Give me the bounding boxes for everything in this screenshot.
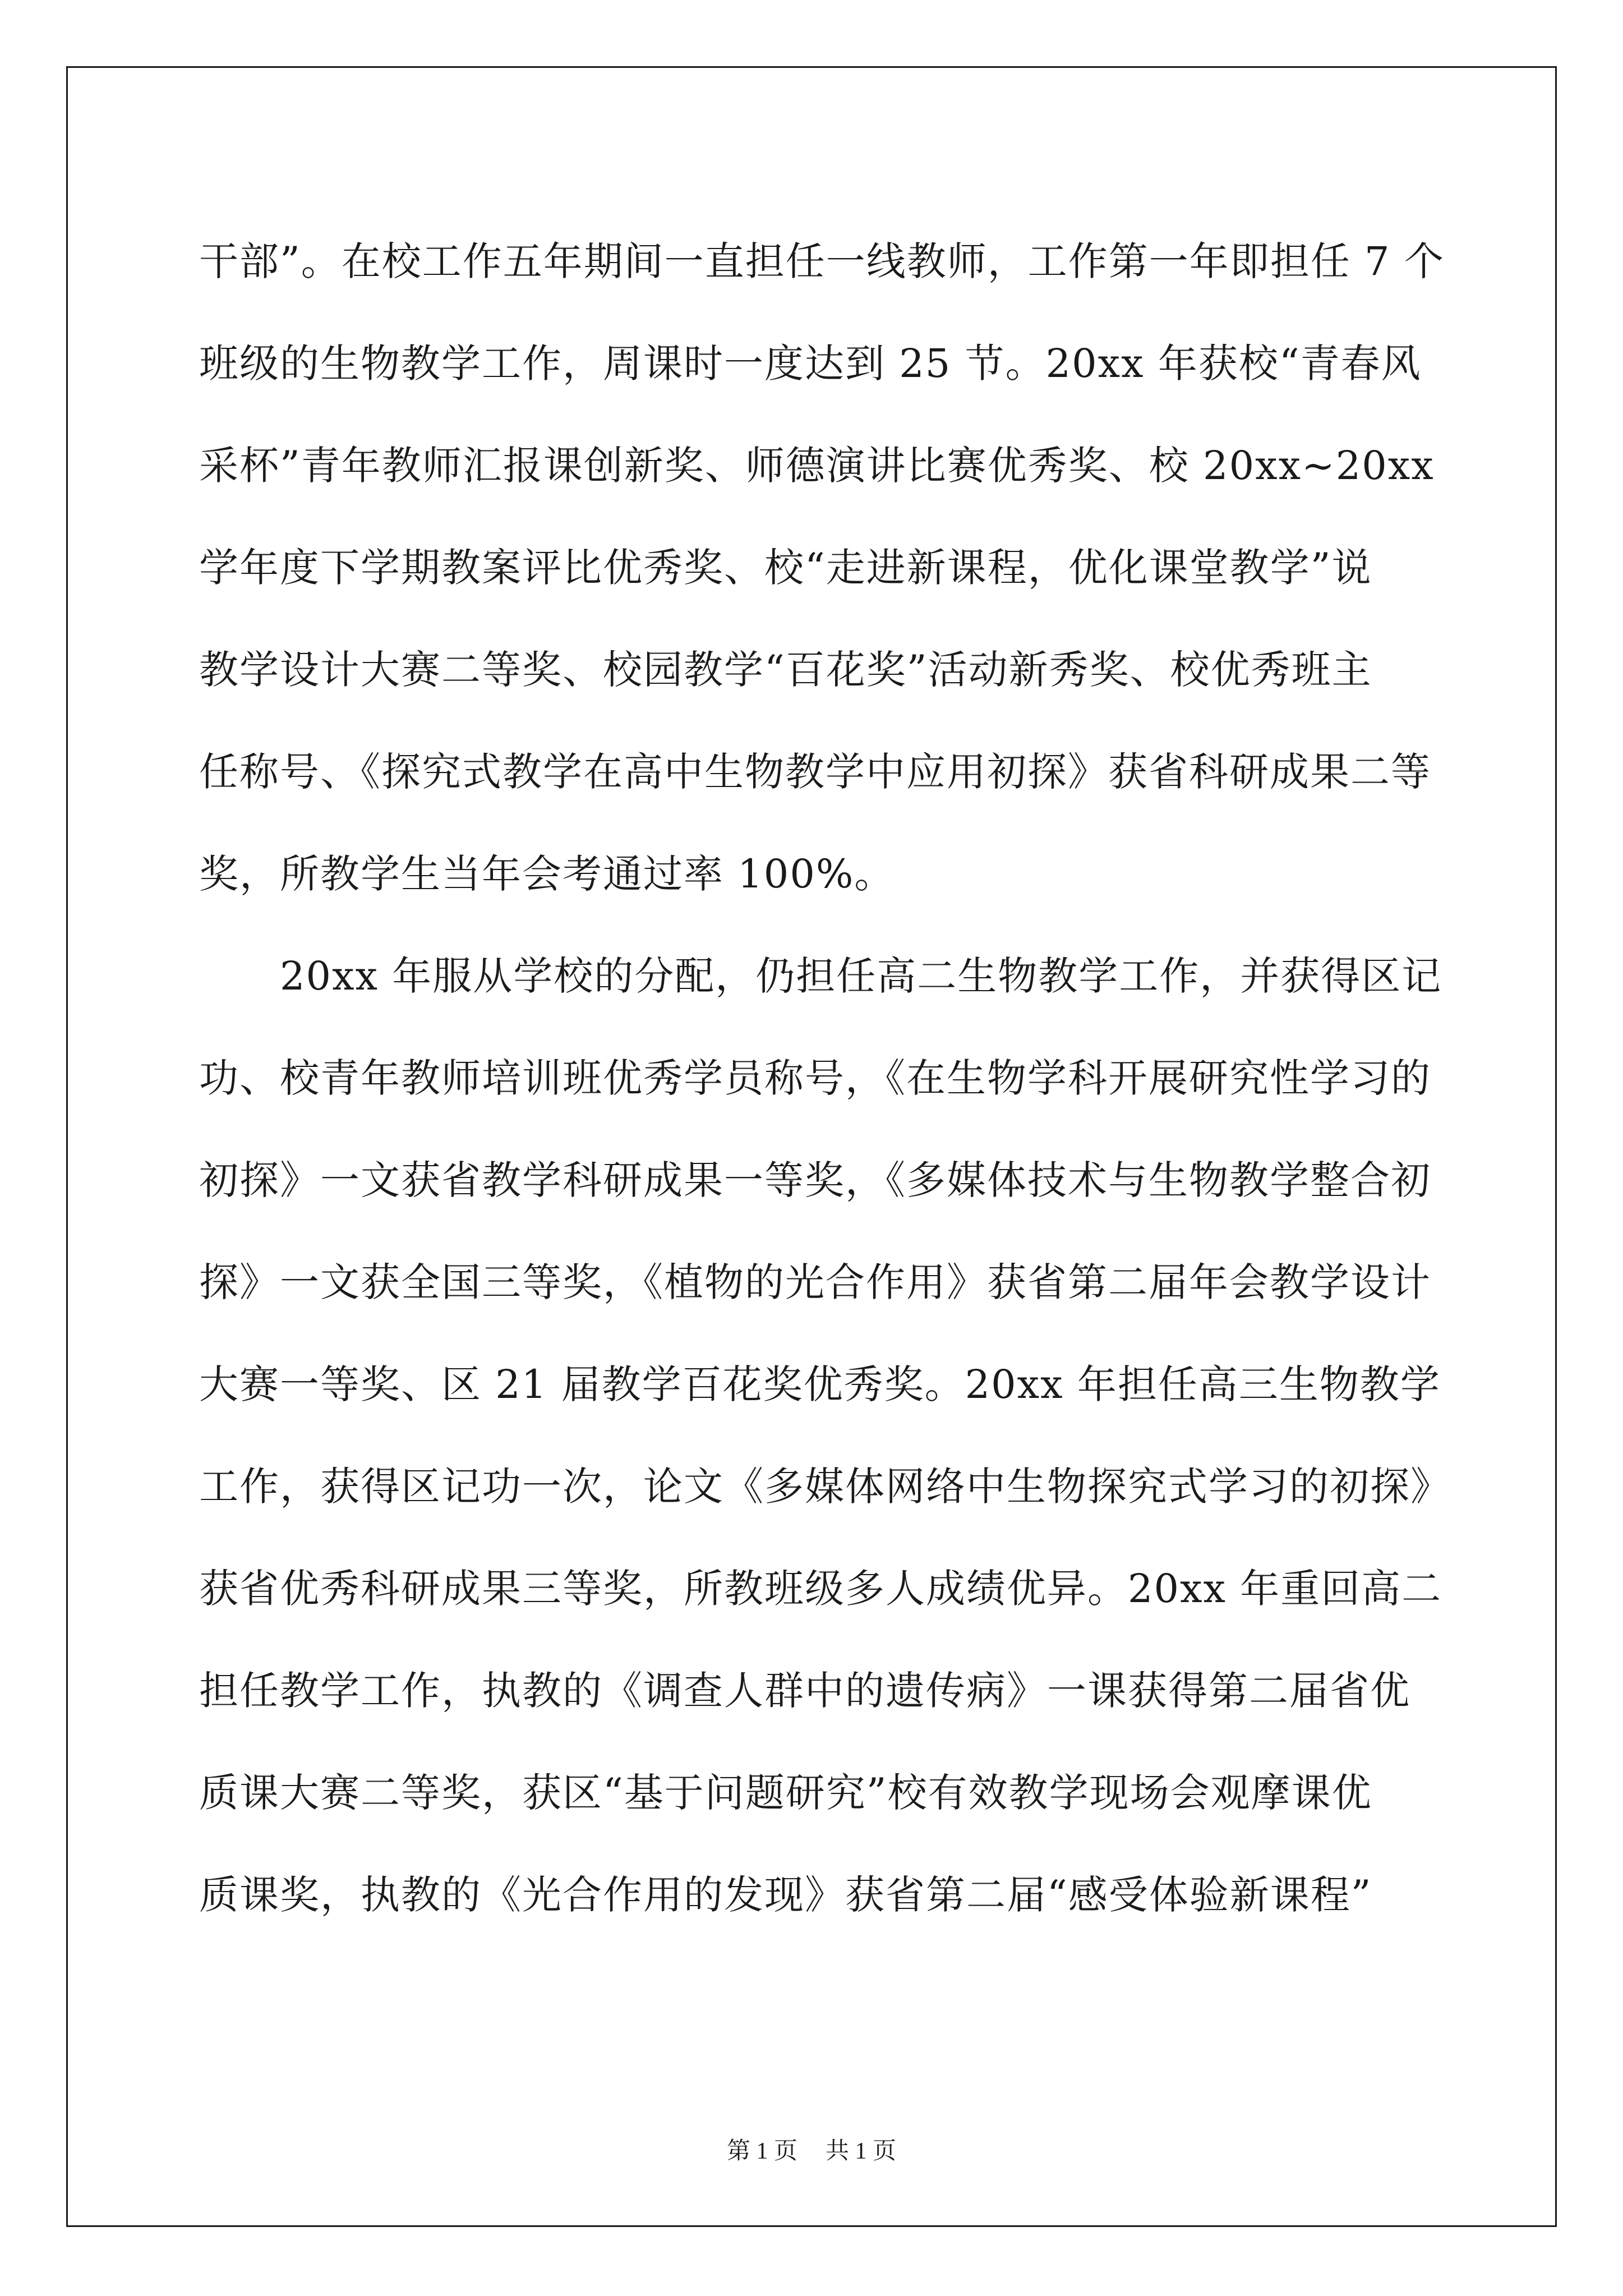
text-line: 质课奖，执教的《光合作用的发现》获省第二届“感受体验新课程”	[199, 1872, 1372, 1918]
text-line: 教学设计大赛二等奖、校园教学“百花奖”活动新秀奖、校优秀班主	[199, 647, 1372, 693]
text-line: 功、校青年教师培训班优秀学员称号，《在生物学科开展研究性学习的	[199, 1055, 1431, 1101]
text-line: 班级的生物教学工作，周课时一度达到 25 节。20xx 年获校“青春风	[199, 341, 1422, 386]
text-line: 干部”。在校工作五年期间一直担任一线教师，工作第一年即担任 7 个	[199, 238, 1445, 284]
page-total: 共 1 页	[826, 2138, 897, 2164]
text-line: 初探》一文获省教学科研成果一等奖，《多媒体技术与生物教学整合初	[199, 1157, 1431, 1203]
text-line: 20xx 年服从学校的分配，仍担任高二生物教学工作，并获得区记	[199, 953, 1442, 999]
page-footer	[0, 2134, 1623, 2168]
text-line: 探》一文获全国三等奖，《植物的光合作用》获省第二届年会教学设计	[199, 1259, 1431, 1305]
page-number: 第 1 页	[726, 2138, 797, 2164]
text-line: 奖，所教学生当年会考通过率 100%。	[199, 851, 895, 897]
text-line: 担任教学工作，执教的《调查人群中的遗传病》一课获得第二届省优	[199, 1668, 1410, 1714]
text-line: 质课大赛二等奖，获区“基于问题研究”校有效教学现场会观摩课优	[199, 1770, 1372, 1816]
text-line: 获省优秀科研成果三等奖，所教班级多人成绩优异。20xx 年重回高二	[199, 1566, 1442, 1612]
text-line: 工作，获得区记功一次，论文《多媒体网络中生物探究式学习的初探》	[199, 1464, 1451, 1510]
document-body	[199, 210, 1455, 1946]
text-line: 大赛一等奖、区 21 届教学百花奖优秀奖。20xx 年担任高三生物教学	[199, 1361, 1441, 1407]
text-line: 采杯”青年教师汇报课创新奖、师德演讲比赛优秀奖、校 20xx~20xx	[199, 443, 1435, 489]
text-line: 学年度下学期教案评比优秀奖、校“走进新课程，优化课堂教学”说	[199, 545, 1372, 591]
text-line: 任称号、《探究式教学在高中生物教学中应用初探》获省科研成果二等	[199, 749, 1431, 795]
